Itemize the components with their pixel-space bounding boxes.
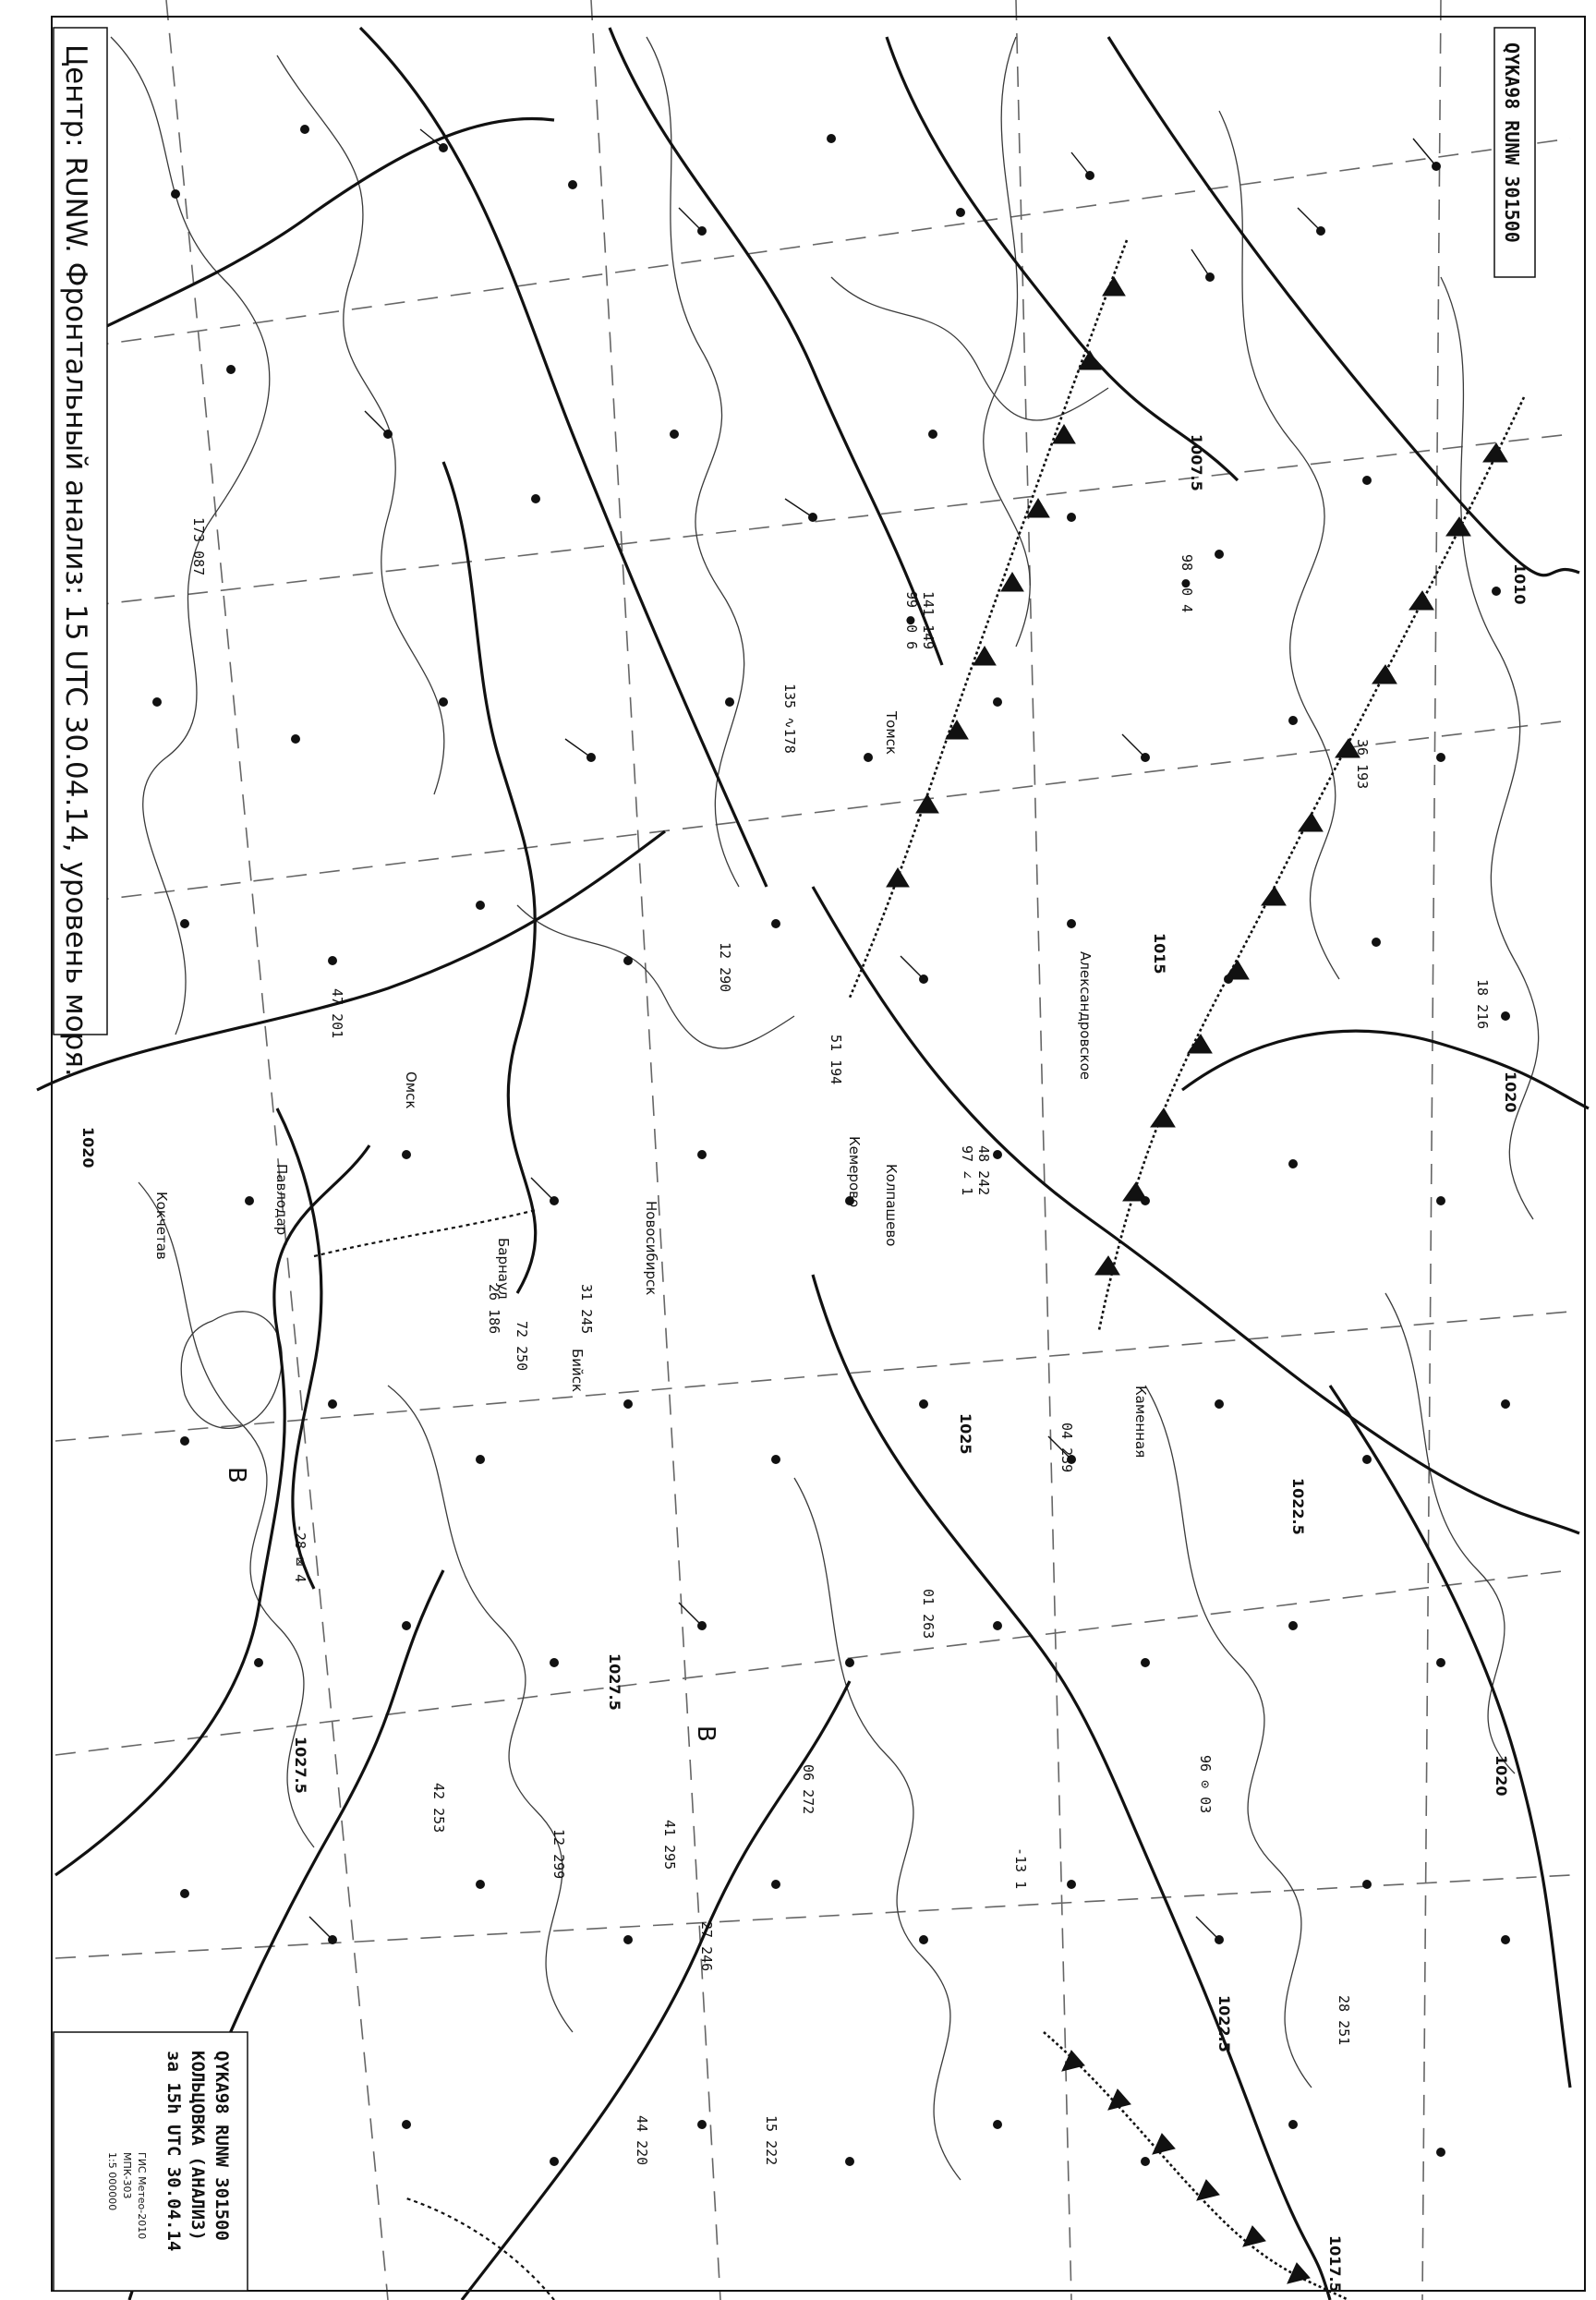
place-name: Кокчетав bbox=[153, 1192, 170, 1260]
station-report: 72 250 bbox=[514, 1321, 530, 1372]
isobar-label: 1020 bbox=[1493, 1755, 1510, 1797]
station-report: 97 ∠ 1 bbox=[959, 1145, 975, 1196]
header-code-box bbox=[1494, 28, 1535, 277]
station-report: 15 222 bbox=[763, 2115, 780, 2166]
place-name: Томск bbox=[883, 711, 900, 755]
station-report: 18 216 bbox=[1474, 979, 1491, 1030]
stamp-line-1: QYKA98 RUNW 301500 bbox=[212, 2051, 232, 2241]
station-report: 27 246 bbox=[698, 1921, 715, 1972]
place-name: Каменная bbox=[1132, 1386, 1149, 1459]
place-name: Кемерово bbox=[846, 1136, 863, 1208]
station-report: 51 194 bbox=[828, 1035, 844, 1085]
title-box bbox=[54, 28, 107, 1077]
map-title: Центр: RUNW. Фронтальный анализ: 15 UTC 30.04.14, уровень моря. bbox=[59, 44, 92, 1077]
high-pressure-center: В bbox=[692, 1725, 719, 1742]
station-report: 48 242 bbox=[975, 1145, 992, 1196]
station-report: 04 239 bbox=[1058, 1422, 1075, 1473]
header-code: QYKA98 RUNW 301500 bbox=[1501, 42, 1523, 243]
place-name: Колпашево bbox=[883, 1164, 900, 1247]
isobar-label: 1017.5 bbox=[1326, 2235, 1344, 2293]
isobar-label: 1027.5 bbox=[606, 1653, 623, 1711]
station-report: 173 087 bbox=[190, 517, 207, 576]
high-pressure-center: В bbox=[223, 1467, 250, 1483]
stamp-line-3: за 15h UTC 30.04.14 bbox=[163, 2051, 184, 2252]
station-report: 98 ●0 4 bbox=[1179, 554, 1195, 613]
station-report: 01 263 bbox=[920, 1589, 937, 1640]
stamp-line-5: МПК-303 bbox=[121, 2152, 133, 2199]
isobar-label: 1015 bbox=[1151, 933, 1168, 974]
station-report: 42 253 bbox=[430, 1783, 447, 1834]
stamp-line-4: ГИС Метео-2010 bbox=[136, 2152, 148, 2240]
place-name: Александровское bbox=[1077, 951, 1094, 1081]
station-report: 06 272 bbox=[800, 1764, 816, 1815]
place-name: Барнаул bbox=[495, 1238, 512, 1300]
station-report: 31 245 bbox=[578, 1284, 595, 1335]
station-report: 99 ●0 6 bbox=[903, 591, 920, 650]
isobar-label: 1007.5 bbox=[1188, 434, 1205, 491]
isobar-label: 1025 bbox=[957, 1413, 974, 1455]
station-report: 47 201 bbox=[329, 988, 345, 1039]
station-report: 26 186 bbox=[486, 1284, 502, 1335]
isobar-label: 1020 bbox=[79, 1127, 97, 1168]
place-name: Павлодар bbox=[273, 1164, 290, 1236]
station-report: 44 220 bbox=[634, 2115, 650, 2166]
station-report: 141 149 bbox=[920, 591, 937, 650]
isobar-label: 1022.5 bbox=[1215, 1995, 1233, 2052]
station-report: 41 295 bbox=[661, 1820, 678, 1870]
isobar-label: 1010 bbox=[1511, 563, 1529, 605]
isobar-label: 1027.5 bbox=[292, 1737, 309, 1794]
station-report: -28 ⊠ 4 bbox=[292, 1524, 308, 1583]
station-report: 135 ∿178 bbox=[781, 684, 798, 754]
station-report: 36 193 bbox=[1354, 739, 1371, 790]
station-report: 12 299 bbox=[550, 1829, 567, 1880]
place-name: Новосибирск bbox=[643, 1201, 659, 1296]
isobar-label: 1020 bbox=[1502, 1071, 1519, 1113]
station-report: 96 ⊙ 03 bbox=[1197, 1755, 1214, 1814]
station-report: 28 251 bbox=[1336, 1995, 1352, 2046]
stamp-box bbox=[54, 2032, 248, 2291]
place-name: Омск bbox=[403, 1071, 419, 1109]
station-report: 12 290 bbox=[717, 942, 733, 993]
stamp-line-6: 1:5 000000 bbox=[106, 2152, 118, 2211]
station-report: -13 1 bbox=[1012, 1847, 1029, 1890]
stamp-line-2: КОЛЬЦОВКА (АНАЛИЗ) bbox=[187, 2051, 208, 2241]
isobar-label: 1022.5 bbox=[1289, 1478, 1307, 1535]
place-name: Бийск bbox=[569, 1349, 586, 1393]
